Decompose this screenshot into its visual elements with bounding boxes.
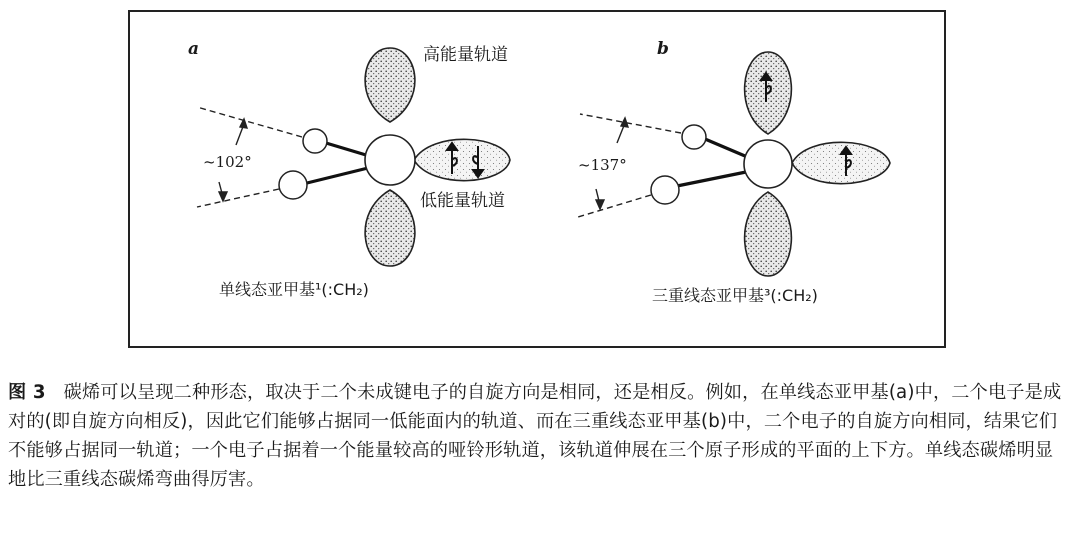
figure-caption <box>8 378 1068 494</box>
dashed-line-upper-a <box>197 107 302 137</box>
panel-a-letter: a <box>188 39 200 59</box>
triplet-methylene-label: 三重线态亚甲基³(:CH₂) <box>652 286 818 305</box>
hydrogen-atom-upper-b <box>682 125 706 149</box>
carbon-atom-a <box>365 135 415 185</box>
right-lobe-b <box>792 142 890 183</box>
low-energy-orbital-label: 低能量轨道 <box>420 191 505 211</box>
dashed-line-lower-b <box>578 195 651 217</box>
panel-b-letter: b <box>657 39 669 59</box>
caption-text: 碳烯可以呈现二种形态，取决于二个未成键电子的自旋方向是相同，还是相反。例如，在单线态亚甲基(a)中，二个电子是成对的(即自旋方向相反)，因此它们能够占据同一低能面内的轨道、而在三重线态亚甲基(b)中，二个电子的自旋方向相同，结果它们不能够占据同一轨道；一个电子占据着一个能量较高的哑铃形轨道，该轨道伸展在三个原子形成的平面的上下方。单线态碳烯明显地比三重线态碳烯弯曲得厉害。 <box>8 382 1062 490</box>
angle-label-b: ~137° <box>578 156 627 174</box>
hydrogen-atom-upper-a <box>303 129 327 153</box>
hydrogen-atom-lower-a <box>279 171 307 199</box>
bond-upper-b <box>705 139 745 156</box>
dashed-line-upper-b <box>580 114 681 133</box>
bond-lower-b <box>677 172 746 186</box>
high-energy-orbital-label: 高能量轨道 <box>423 45 508 65</box>
hydrogen-atom-lower-b <box>651 176 679 204</box>
angle-label-a: ~102° <box>203 153 252 171</box>
bond-upper-a <box>326 143 366 155</box>
figure-number: 图 3 <box>8 382 46 403</box>
dashed-line-lower-a <box>197 189 279 207</box>
lower-lobe-a <box>365 190 415 266</box>
right-lobe-a <box>414 139 510 180</box>
upper-lobe-a <box>365 48 415 122</box>
singlet-methylene-label: 单线态亚甲基¹(:CH₂) <box>219 280 369 299</box>
bond-lower-a <box>307 168 368 183</box>
lower-lobe-b <box>745 192 792 276</box>
carbon-atom-b <box>744 140 792 188</box>
